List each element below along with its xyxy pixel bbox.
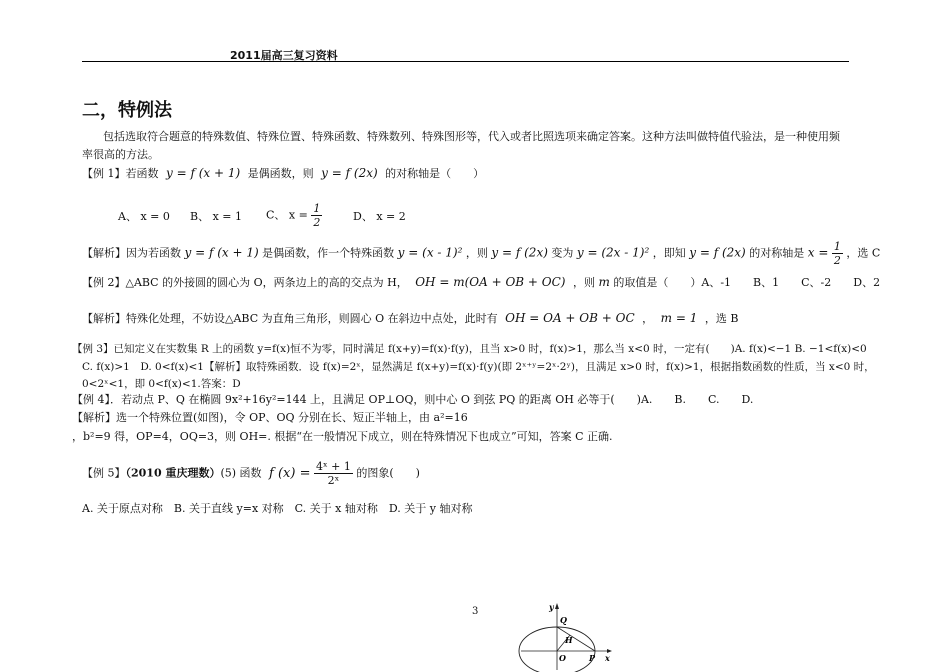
- header-rule: [82, 61, 849, 62]
- fraction-denominator: 2ˣ: [327, 474, 340, 487]
- fraction-denominator: 2: [313, 216, 321, 229]
- solution-1-f5: y = f (2x): [689, 245, 746, 260]
- example-5-prefix: 【例 5】: [82, 466, 126, 480]
- solution-1-f4: y = (2x - 1)²: [576, 245, 650, 260]
- example-2-formula: OH = m(OA + OB + OC): [415, 275, 566, 289]
- example-4-line-1: 【例 4】．若动点 P、Q 在椭圆 9x²+16y²=144 上，且满足 OP⊥OQ，则中心 O 到弦 PQ 的距离 OH 必等于( )A. B. C. D.: [72, 393, 754, 406]
- header-title: 2011届高三复习资料: [230, 49, 338, 62]
- solution-1-b: 是偶函数，作一个特殊函数: [262, 246, 395, 260]
- solution-1-f: 的对称轴是: [749, 246, 805, 260]
- example-2-var: m: [598, 275, 610, 289]
- intro-line-2: 率很高的方法。: [82, 148, 159, 161]
- solution-2-formula: OH = OA + OB + OC: [505, 311, 635, 325]
- label-y: y: [549, 602, 554, 612]
- example-1-option-b: B、 x = 1: [190, 210, 242, 223]
- fraction-numerator: 1: [313, 202, 321, 215]
- solution-2-text: 【解析】特殊化处理，不妨设△ABC 为直角三角形，则圆心 O 在斜边中点处，此时有: [82, 312, 498, 325]
- example-1-option-d: D、 x = 2: [353, 210, 406, 223]
- example-4-line-3: ，b²=9 得，OP=4，OQ=3，则 OH=. 根据“在一般情况下成立，则在特殊情况下也成立”可知，答案 C 正确.: [72, 430, 613, 443]
- example-5-lhs: f (x) =: [269, 465, 311, 481]
- example-1-option-c-label: C、 x =: [266, 208, 308, 222]
- example-1-option-c: [266, 202, 322, 229]
- example-1-option-a: A、 x = 0: [118, 210, 170, 223]
- solution-1-d: 变为: [551, 246, 574, 260]
- page-number: 3: [472, 606, 479, 617]
- label-o: O: [559, 653, 566, 663]
- example-1-suffix: 的对称轴是（ ）: [385, 167, 485, 180]
- example-5: [82, 460, 420, 487]
- section-title: 二，特例法: [82, 100, 172, 121]
- solution-2: [82, 311, 738, 326]
- solution-1-h: ，选 C: [846, 246, 881, 260]
- solution-1-c: ，则: [465, 246, 488, 260]
- example-2-suffix: 的取值是（ ）A、-1 B、1 C、-2 D、2: [613, 276, 881, 289]
- example-5-fraction: [314, 460, 353, 487]
- example-3-line-1: 【例 3】已知定义在实数集 R 上的函数 y=f(x)恒不为零，同时满足 f(x+y)=f(x)·f(y)，且当 x>0 时，f(x)>1，那么当 x<0 时，一定有( )A. f(x)<−1 B. −1<f(x)<0: [72, 343, 867, 355]
- example-2: [82, 275, 880, 290]
- solution-1-fraction: [832, 240, 843, 267]
- example-1-mid: 是偶函数，则: [247, 167, 314, 180]
- solution-1: [82, 240, 880, 267]
- example-5-options: A. 关于原点对称 B. 关于直线 y=x 对称 C. 关于 x 轴对称 D. 关于 y 轴对称: [82, 502, 473, 515]
- solution-2-m: m = 1: [660, 311, 698, 325]
- fraction-denominator: 2: [833, 254, 841, 267]
- example-1-prefix: 【例 1】若函数: [82, 167, 159, 180]
- example-1-option-c-fraction: [311, 202, 322, 229]
- label-h: H: [565, 635, 573, 645]
- example-2-mid: ，则: [572, 276, 595, 289]
- example-4-line-2: 【解析】选一个特殊位置(如图)，令 OP、OQ 分别在长、短正半轴上，由 a²=16: [72, 411, 468, 424]
- example-3-line-3: 0<2ˣ<1，即 0<f(x)<1.答案：D: [82, 378, 241, 390]
- fraction-numerator: 1: [833, 240, 841, 253]
- example-1-formula-2: y = f (2x): [321, 166, 378, 180]
- example-3-line-2: C. f(x)>1 D. 0<f(x)<1【解析】取特殊函数．设 f(x)=2ˣ，显然满足 f(x+y)=f(x)·f(y)(即 2ˣ⁺ʸ=2ˣ·2ʸ)，且满足 x>0 时，f(x)>1，根据指数函数的性质，当 x<0 时，: [82, 361, 875, 373]
- example-1-stem: [82, 166, 484, 181]
- label-p: P: [589, 653, 596, 663]
- solution-1-f3: y = f (2x): [491, 245, 548, 260]
- solution-1-g: x =: [807, 245, 829, 260]
- ellipse-figure: [515, 600, 615, 672]
- example-1-formula-1: y = f (x + 1): [166, 166, 241, 180]
- label-x: x: [605, 653, 610, 663]
- solution-1-e: ，即知: [652, 246, 686, 260]
- solution-1-a: 【解析】因为若函数: [82, 246, 181, 260]
- y-axis-arrow-icon: [555, 603, 559, 609]
- example-2-text: 【例 2】△ABC 的外接圆的圆心为 O，两条边上的高的交点为 H，: [82, 276, 408, 289]
- label-q: Q: [560, 615, 567, 625]
- solution-1-f1: y = f (x + 1): [184, 245, 259, 260]
- solution-2-suffix: ，选 B: [704, 312, 739, 325]
- example-5-source: （2010 重庆理数）: [125, 466, 221, 480]
- fraction-numerator: 4ˣ + 1: [315, 460, 351, 473]
- example-5-suffix: 的图象( ): [356, 466, 420, 480]
- solution-1-f2: y = (x - 1)²: [397, 245, 463, 260]
- example-5-text: (5) 函数: [220, 466, 262, 480]
- solution-2-sep: ，: [642, 312, 654, 325]
- intro-line-1: 包括选取符合题意的特殊数值、特殊位置、特殊函数、特殊数列、特殊图形等，代入或者比照选项来确定答案。这种方法叫做特值代验法，是一种使用频: [103, 130, 840, 143]
